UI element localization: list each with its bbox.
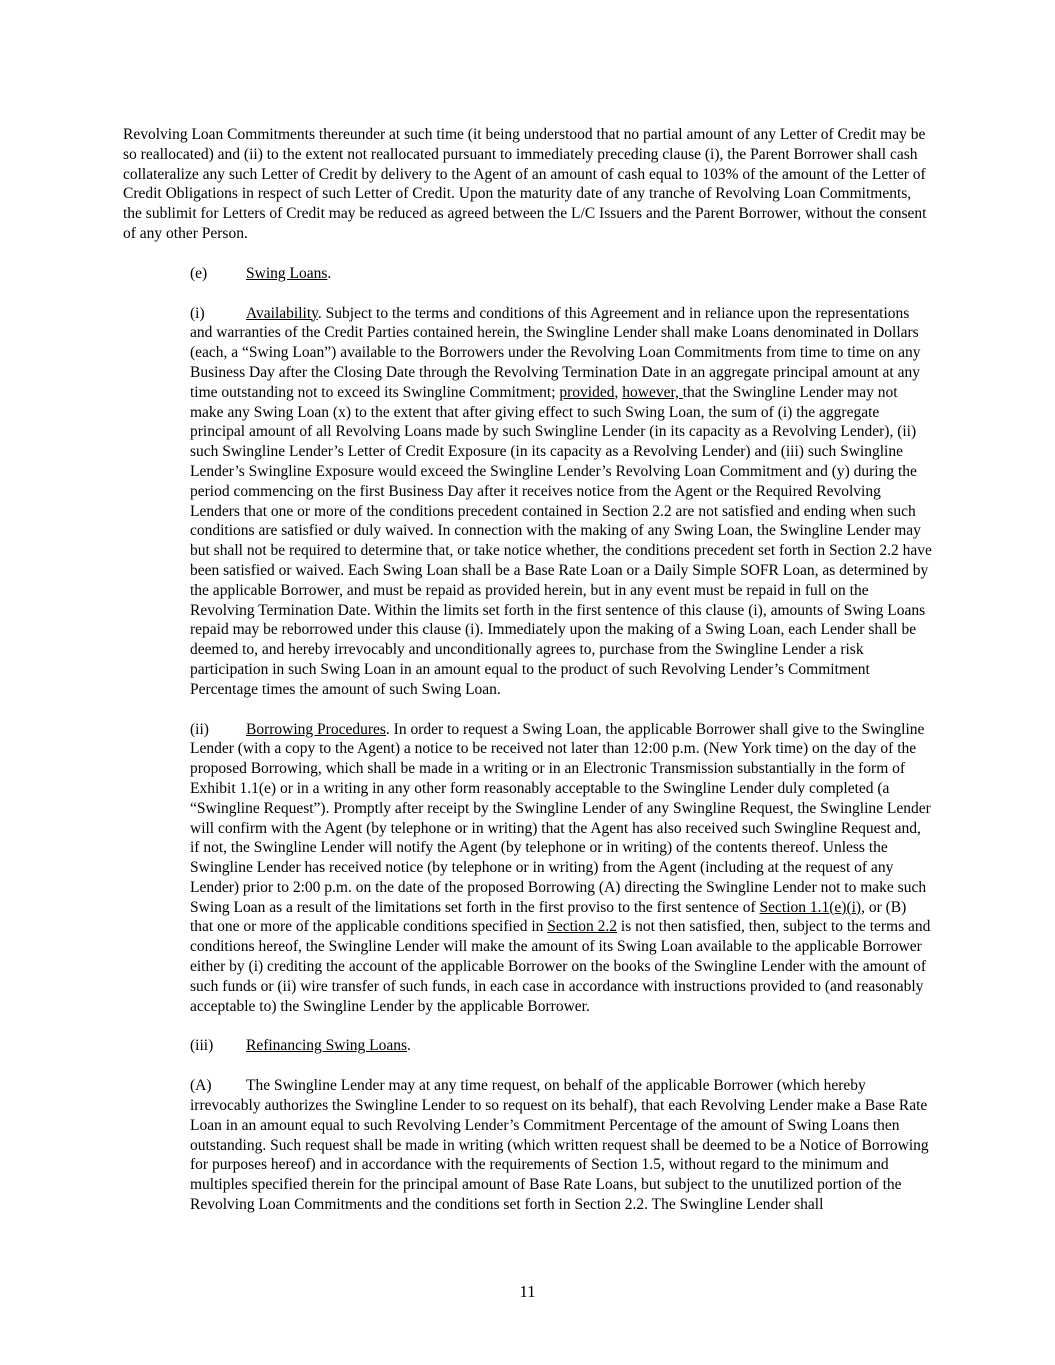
clause-number: (i) [190, 304, 205, 322]
paragraph-A: (A) The Swingline Lender may at any time request, on behalf of the applicable Borrower (which hereby irrevocably authorizes the Swingline Lender to so request on its behalf), that each Revolving Lender make a Base Rate Loan in an amount equal to such Revolving Lender’s Commitment Percentage of the amount of Swing Loans then outstanding. Such request shall be made in writing (which written request shall be deemed to be a Notice of Borrowing for purposes hereof) and in accordance with the requirements of Section 1.5, without regard to the minimum and multiples specified therein for the principal amount of Base Rate Loans, but subject to the unutilized portion of the Revolving Loan Commitments and the conditions set forth in Section 2.2. The Swingline Lender shall [190, 1077, 929, 1214]
clause-number: (A) [190, 1077, 212, 1095]
section-ref-1-1-e-i: Section 1.1(e)(i) [759, 898, 862, 916]
however-term: however, [622, 383, 683, 401]
provided-term: provided [559, 383, 615, 401]
heading-e-swing-loans: (e) Swing Loans. [190, 264, 332, 282]
heading-number: (iii) [190, 1037, 214, 1055]
heading-iii-refinancing: (iii) Refinancing Swing Loans. [190, 1037, 411, 1055]
section-ref-2-2: Section 2.2 [547, 918, 617, 936]
document-page [123, 125, 933, 1235]
heading-title: Refinancing Swing Loans [246, 1037, 408, 1055]
paragraph-i-availability: (i) Availability. Subject to the terms and conditions of this Agreement and in reliance upon the representations and warranties of the Credit Parties contained herein, the Swingline Lender shall make Loans denominated in Dollars (each, a “Swing Loan”) available to the Borrowers under the Revolving Loan Commitments from time to time on any Business Day after the Closing Date through the Revolving Termination Date in an aggregate principal amount at any time outstanding not to exceed its Swingline Commitment; provided, however, that the Swingline Lender may not make any Swing Loan (x) to the extent that after giving effect to such Swing Loan, the sum of (i) the aggregate principal amount of all Revolving Loans made by such Swingline Lender (in its capacity as a Revolving Lender), (ii) such Swingline Lender’s Letter of Credit Exposure (in its capacity as a Revolving Lender) and (iii) such Swingline Lender’s Swingline Exposure would exceed the Swingline Lender’s Revolving Loan Commitment and (y) during the period commencing on the first Business Day after it receives notice from the Agent or the Required Revolving Lenders that one or more of the conditions precedent contained in Section 2.2 are not satisfied and ending when such conditions are satisfied or duly waived. In connection with the making of any Swing Loan, the Swingline Lender may but shall not be required to determine that, or take notice whether, the conditions precedent set forth in Section 2.2 have been satisfied or waived. Each Swing Loan shall be a Base Rate Loan or a Daily Simple SOFR Loan, as determined by the applicable Borrower, and must be repaid as provided herein, but in any event must be repaid in full on the Revolving Termination Date. Within the limits set forth in the first sentence of this clause (i), amounts of Swing Loans repaid may be reborrowed under this clause (i). Immediately upon the making of a Swing Loan, each Lender shall be deemed to, and hereby irrevocably and unconditionally agrees to, purchase from the Swingline Lender a risk participation in such Swing Loan in an amount equal to the product of such Revolving Lender’s Commitment Percentage times the amount of such Swing Loan. [190, 304, 932, 698]
paragraph-ii-borrowing-procedures: (ii) Borrowing Procedures. In order to request a Swing Loan, the applicable Borrower shall give to the Swingline Lender (with a copy to the Agent) a notice to be received not later than 12:00 p.m. (New York time) on the day of the proposed Borrowing, which shall be made in a writing or in an Electronic Transmission substantially in the form of Exhibit 1.1(e) or in a writing in any other form reasonably acceptable to the Swingline Lender duly completed (a “Swingline Request”). Promptly after receipt by the Swingline Lender of any Swingline Request, the Swingline Lender will confirm with the Agent (by telephone or in writing) that the Agent has also received such Swingline Request and, if not, the Swingline Lender will notify the Agent (by telephone or in writing) of the contents thereof. Unless the Swingline Lender has received notice (by telephone or in writing) from the Agent (including at the request of any Lender) prior to 2:00 p.m. on the date of the proposed Borrowing (A) directing the Swingline Lender not to make such Swing Loan as a result of the limitations set forth in the first proviso to the first sentence of Section 1.1(e)(i), or (B) that one or more of the applicable conditions specified in Section 2.2 is not then satisfied, then, subject to the terms and conditions hereof, the Swingline Lender will make the amount of its Swing Loan available to the applicable Borrower either by (i) crediting the account of the applicable Borrower on the books of the Swingline Lender with the amount of such funds or (ii) wire transfer of such funds, in each case in accordance with instructions provided to (and reasonably acceptable to) the Swingline Lender by the applicable Borrower. [190, 720, 931, 1015]
page-number: 11 [519, 1282, 536, 1301]
clause-number: (ii) [190, 720, 209, 738]
clause-title: Availability [246, 304, 318, 322]
heading-number: (e) [190, 264, 208, 282]
paragraph-intro: Revolving Loan Commitments thereunder at such time (it being understood that no partial amount of any Letter of Credit may be so reallocated) and (ii) to the extent not reallocated pursuant to immediately preceding clause (i), the Parent Borrower shall cash collateralize any such Letter of Credit by delivery to the Agent of an amount of cash equal to 103% of the amount of the Letter of Credit Obligations in respect of such Letter of Credit. Upon the maturity date of any tranche of Revolving Loan Commitments, the sublimit for Letters of Credit may be reduced as agreed between the L/C Issuers and the Parent Borrower, without the consent of any other Person. [123, 126, 927, 242]
clause-title: Borrowing Procedures [246, 720, 386, 738]
heading-title: Swing Loans [246, 264, 328, 282]
